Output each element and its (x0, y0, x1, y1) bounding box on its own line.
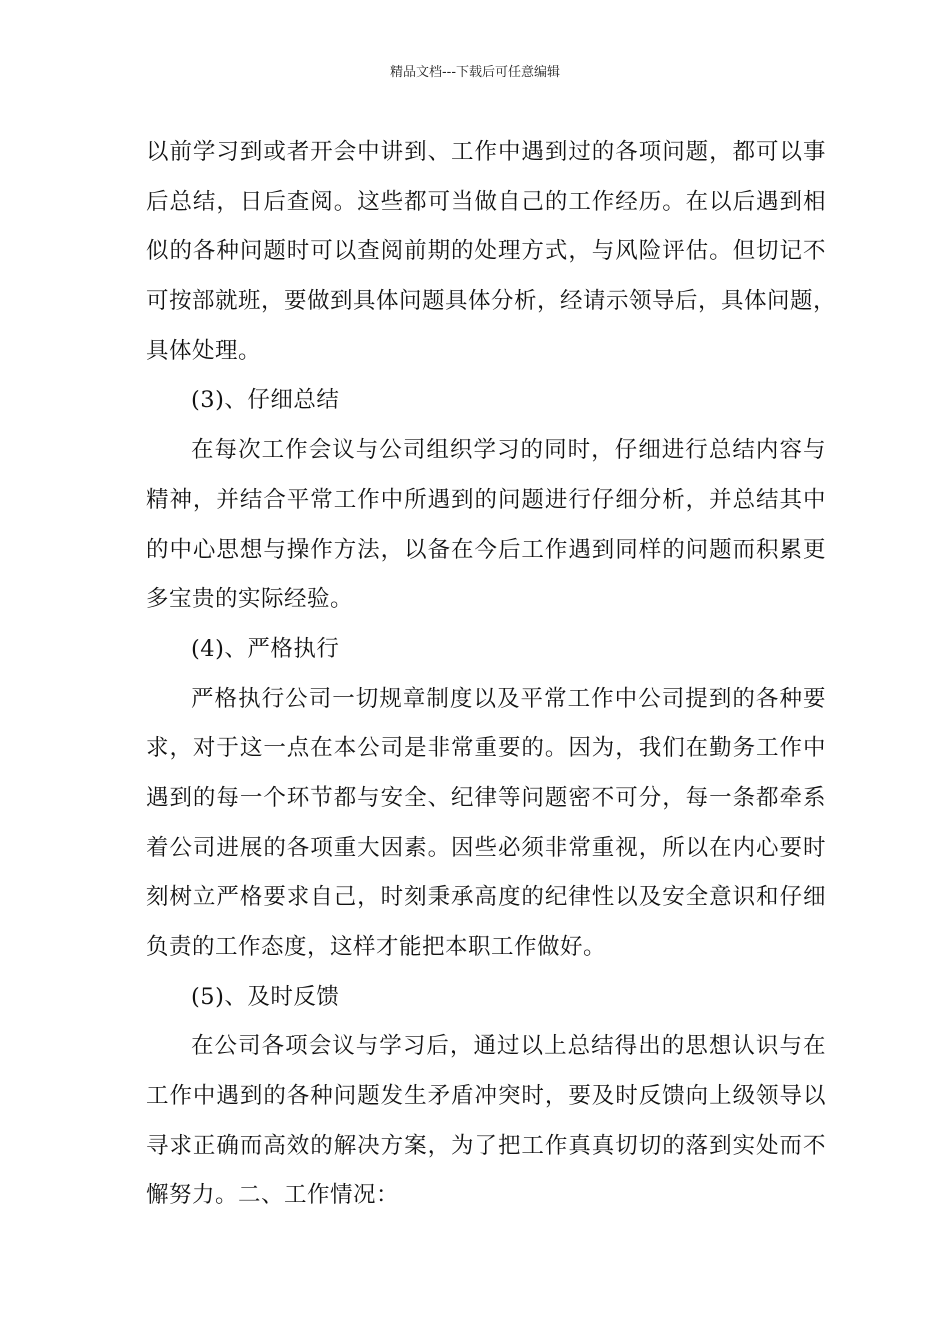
text-line: 在公司各项会议与学习后，通过以上总结得出的思想认识与在 (191, 1033, 826, 1060)
text-line: 寻求正确而高效的解决方案，为了把工作真真切切的落到实处而不 (146, 1132, 826, 1159)
page-header: 精品文档---下载后可任意编辑 (389, 65, 561, 80)
text-line: 的中心思想与操作方法，以备在今后工作遇到同样的问题而积累更 (146, 536, 826, 563)
text-line: 以前学习到或者开会中讲到、工作中遇到过的各项问题，都可以事 (146, 139, 826, 165)
text-line: 刻树立严格要求自己，时刻秉承高度的纪律性以及安全意识和仔细 (146, 884, 826, 911)
text-line: 负责的工作态度，这样才能把本职工作做好。 (146, 934, 607, 960)
text-line: 在每次工作会议与公司组织学习的同时，仔细进行总结内容与 (191, 437, 826, 464)
text-line: 懈努力。二、工作情况： (146, 1182, 400, 1209)
text-line: 遇到的每一个环节都与安全、纪律等问题密不可分，每一条都牵系 (146, 784, 826, 811)
text-line: 具体处理。 (146, 337, 262, 364)
text-line: 后总结，日后查阅。这些都可当做自己的工作经历。在以后遇到相 (146, 188, 826, 215)
section-heading-4: (4)、严格执行 (191, 635, 340, 662)
text-line: 精神，并结合平常工作中所遇到的问题进行仔细分析，并总结其中 (146, 486, 826, 513)
document-body (146, 128, 837, 1221)
text-line: 严格执行公司一切规章制度以及平常工作中公司提到的各种要 (191, 685, 826, 712)
text-line: 着公司进展的各项重大因素。因些必须非常重视，所以在内心要时 (146, 834, 826, 861)
section-heading-5: (5)、及时反馈 (191, 983, 340, 1010)
text-line: 多宝贵的实际经验。 (146, 586, 354, 613)
text-line: 工作中遇到的各种问题发生矛盾冲突时，要及时反馈向上级领导以 (146, 1083, 826, 1110)
section-heading-3: (3)、仔细总结 (191, 387, 340, 414)
text-line: 可按部就班，要做到具体问题具体分析，经请示领导后，具体问题， (146, 288, 837, 315)
text-line: 似的各种问题时可以查阅前期的处理方式，与风险评估。但切记不 (146, 238, 826, 265)
text-line: 求，对于这一点在本公司是非常重要的。因为，我们在勤务工作中 (146, 735, 826, 762)
